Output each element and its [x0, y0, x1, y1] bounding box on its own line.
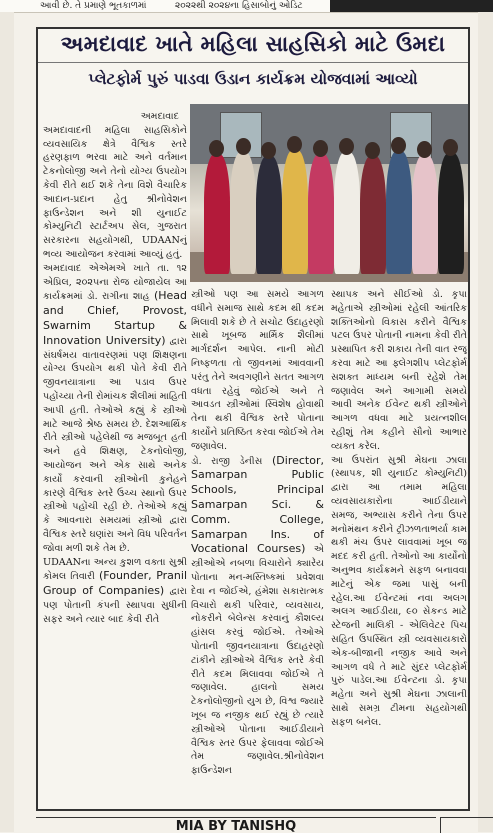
- article-column-2: [191, 288, 324, 810]
- headline-divider: [38, 62, 468, 63]
- news-article: [36, 27, 470, 811]
- col2-paragraph-2b: (Director, Samarpan Public Schools, Principal Samarpan Sci. & Comm. College, Samarpan Ins. of Vocational Courses): [191, 453, 324, 556]
- col1-paragraph-3c: દ્વારા પણ પોતાની કંપની સ્થાપવા સુધીની સફર અને ત્યાર બાદ કેવી રીતે: [43, 586, 187, 625]
- top-strip-left-text: આવી છે. તે પ્રમાણે ભૂતકાળમાં: [40, 1, 147, 11]
- top-news-strip: [0, 0, 493, 13]
- col3-paragraph-2: આ ઉપરાંત સુશ્રી મેઘના ઝાલા (સ્થાપક, શી યુનાઈટ કોમ્યુનિટી) દ્વારા આ તમામ મહિલા વ્યવસાયકારોના આઈડીયાને સમજ, અભ્યાસ કરીને તેના ઉપર મનોમંથન કરીને ટ્રીઝળતાભર્યા કામ થકી મંચ ઉપર લાવવામાં ખૂબ જ મદદ કરી હતી. તેઓનો આ કાર્યોનો અનુભવ કાર્યક્રમને સફળ બનાવવા માટેનું એક જમા પાસું બની રહેલ.આ ઈવેન્ટમાં નવા અલગ અલગ આઈડીયા, ૯૦ સેકન્ડ માટે સ્ટેજની માલિકી - એલિવેટર પિચ સહિત ઉપસ્થિત સ્ત્રી વ્યવસાયકારો એક-બીજાની નજીક આવે અને આગળ વધે તે માટે સુંદર પ્લેટફોર્મ પુરું પાડેલ.આ ઈવેન્ટના ડો. કૃપા મહેતા અને સુશ્રી મેઘના ઝાલાની સાથે સમગ્ર ટીમના સહયોગથી સફળ બનેલ.: [331, 454, 467, 728]
- article-subheadline: પ્લેટફોર્મ પુરું પાડવા ઉડાન કાર્યક્રમ યોજવામાં આવ્યો: [88, 70, 418, 88]
- col2-paragraph-2a: ડો. રાજી ડેનીસ: [191, 455, 263, 467]
- col1-paragraph-2c: દ્વારા સંઘર્ષમય વાતાવરણમાં પણ શિક્ષણના યોગ્ય ઉપયોગ થકી પોતે કેવી રીતે જીવનયાત્રાના આ પડાવ ઉપર પહોંચ્યા તેની રોમાંચક શૈલીમાં માહિતી આપી હતી. તેઓએ કહ્યું કે સ્ત્રીઓ માટે આજે શ્રેષ્ઠ સમય છે. દેશઆર્થિક રીતે સ્ત્રીઓ પહેલેથી જ મજબૂત હતી અને હવે શિક્ષણ, ટેકનોલોજી, આયોજન અને એક સાથે અનેક કાર્યો કરવાની સ્ત્રીઓની કુનેહને કારણે વૈશ્વિક સ્તરે ઉચ્ચ સ્થાનો ઉપર સ્ત્રીઓ પહોંચી રહી છે. તેઓએ કહ્યું કે આવનારા સમયમાં સ્ત્રીઓ દ્વારા વૈશ્વિક સ્તરે ઘણાંરા અને વિધ પરિવર્તન જોવા મળી શકે તેમ છે.: [43, 335, 187, 554]
- col1-paragraph-3b: (Founder, Pranil Group of Companies): [43, 569, 187, 598]
- article-headline: અમદાવાદ ખાતે મહિલા સાહસિકો માટે ઉમદા: [60, 32, 446, 57]
- article-column-1: [43, 110, 187, 810]
- group-photo: [190, 104, 468, 282]
- col2-paragraph-1: સ્ત્રીઓ પણ આ સમયે આગળ વધીને સમાજ સાથે કદમ થી કદમ મિલાવી શકે છે તે સચોટ ઉદાહરણો સાથે ખૂબજ માર્મિક શૈલીમાં માર્ગદર્શન આપેલ. નાની મોટી નિષ્ફળતા તો જીવનમાં આવવાની પરંતુ તેને અવગણીને સતત આગળ વધતા રહેવું જોઈએ અને તે આવડત સ્ત્રીઓમાં સ્વિશેષ હોવાથી તેના થકી વૈશ્વિક સ્તરે પોતાના કાર્યોને પ્રતિષ્ઠિત કરવા જોઈએ તેમ જણાવેલ.: [191, 289, 324, 452]
- bottom-right-box: [440, 817, 493, 833]
- right-margin: [478, 12, 493, 832]
- left-margin: [0, 12, 14, 832]
- bottom-advertisement: MIA BY TANISHQ: [36, 817, 436, 833]
- article-column-3: [331, 288, 467, 810]
- top-strip-right-text: ૨૦૨૨થી ૨૦૨૪ના હિસાબોનું ઓડિટ: [175, 1, 303, 11]
- col1-paragraph-2a: અમદાવાદ એએમએ ખાતે તા. ૧૨ એપ્રિલ, ૨૦૨૫ના રોજ યોજાયેલ આ કાર્યક્રમમાં ડો. રાગીના શાહ: [43, 262, 187, 303]
- col1-paragraph-2b: (Head and Chief, Provost, Swarnim Startup & Innovation University): [43, 289, 187, 347]
- col1-paragraph-1: અમદાવાદની મહિલા સાહસિકોને વ્યવસાયિક ક્ષેત્રે વૈશ્વિક સ્તરે હરણફાળ ભરવા માટે અને વર્તમાન ટેકનોલોજી અને તેનો યોગ્ય ઉપયોગ કેવી રીતે થઈ શકે તેના વિશે વૈચારિક આદાન-પ્રદાન હેતુ શ્રીનોવેશન ફાઉન્ડેશન અને શી યુનાઈટ કોમ્યુનિટી સ્ટાર્ટઅપ સેલ, ગુજરાત સરકારના સહયોગથી, UDAANનું ભવ્ય આયોજન કરવામાં આવ્યું હતું.: [43, 124, 187, 260]
- top-strip-image-edge: [330, 0, 493, 12]
- dateline: અમદાવાદ: [140, 111, 179, 122]
- col1-paragraph-3a: UDAANના અન્ય કુશળ વક્તા સુશ્રી કોમલ તિવારી: [43, 556, 187, 583]
- col2-paragraph-2c: એ સ્ત્રીઓએ નબળા વિચારોને ક્યારેય પોતાના મન-મસ્તિષ્કમાં પ્રવેશવા દેવા ન જોઈએ, હંમેશા સકારાત્મક વિચારો થકી પરિવાર, વ્યવસાય, નોકરીને બેલેન્સ કરવાનું કૌશલ્ય હાંસલ કરવું જોઈએ. તેઓએ પોતાની જીવનયાત્રાના ઉદાહરણો ટાંકીને સ્ત્રીઓએ વૈશ્વિક સ્તરે કેવી રીતે કદમ મિલાવવા જોઈએ તે જણાવેલ. હાલનો સમય ટેકનોલોજીનો યુગ છે, વિશ્વ જ્યારે ખૂબ જ નજીક થઈ રહ્યું છે ત્યારે સ્ત્રીઓએ પોતાના આઈડીયાને વૈશ્વિક સ્તર ઉપર ફેલાવવા જોઈએ તેમ જણાવેલ.શ્રીનોવેશન ફાઉન્ડેશન: [191, 544, 324, 777]
- col3-paragraph-1: સ્થાપક અને સીઈઓ ડો. કૃપા મહેતાએ સ્ત્રીઓમાં રહેલી આંતરિક શક્તિઓનો વિકાસ કરીને વૈશ્વિક પટલ ઉપર પોતાની નામના કેવી રીતે પ્રસ્થાપિત કરી શકાય તેની વાત રજૂ કરવા માટે આ ફ્લેગશીપ પ્લેટફોર્મ સશક્ત માધ્યમ બની રહેશે તેમ જણાવેલ અને આગામી સમયે આવી અનેક ઈવેન્ટ થકી સ્ત્રીઓને આગળ વધવા માટે પ્રયત્નશીલ રહીશું તેમ કહીને સૌનો આભાર વ્યક્ત કરેલ.: [331, 289, 467, 452]
